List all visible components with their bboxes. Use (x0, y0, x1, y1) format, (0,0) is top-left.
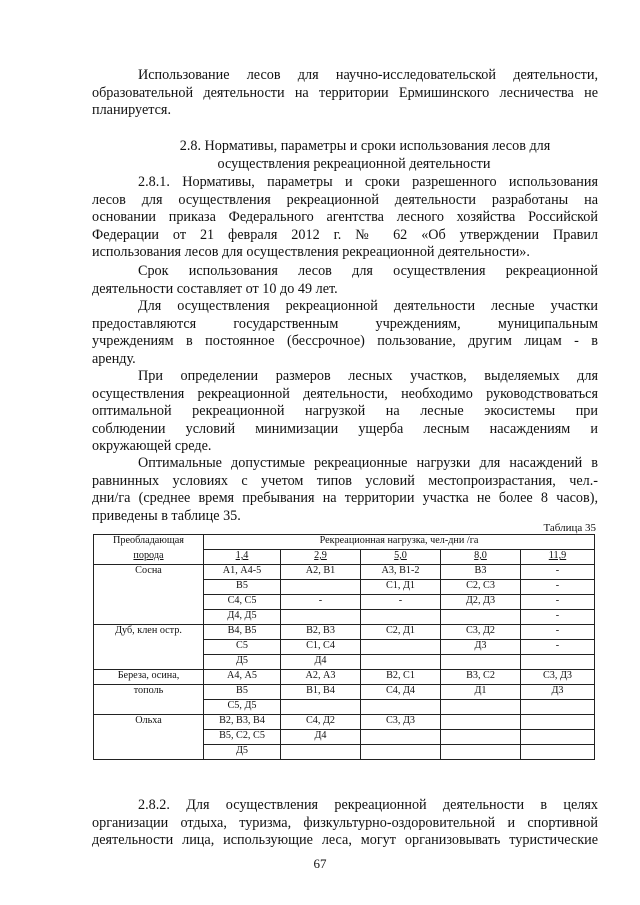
type-cell: С4, Д2 (281, 715, 361, 730)
type-cell: А2, А3 (281, 670, 361, 685)
type-cell: В5 (204, 685, 281, 700)
text-line: Срок использования лесов для осуществления рекреационной (138, 263, 598, 279)
species-cell (94, 595, 204, 610)
type-cell: Д5 (204, 745, 281, 760)
species-cell (94, 745, 204, 760)
text-line: окружающей среде. (92, 438, 212, 455)
heading-line: осуществления рекреационной деятельности (217, 155, 491, 172)
paragraph-intro (92, 67, 598, 120)
type-cell: А2, В1 (281, 565, 361, 580)
text-line: осуществления рекреационной деятельности, необходимо руководствоваться (92, 385, 598, 402)
species-cell: Ольха (94, 715, 204, 730)
type-cell (281, 745, 361, 760)
text-line: оптимальной рекреационной нагрузкой на лесные экосистемы при (92, 403, 598, 420)
table-row (94, 730, 595, 745)
text-line: учреждениям в постоянное (бессрочное) пользование, другим лицам - в (92, 333, 598, 350)
type-cell: С2, С3 (441, 580, 521, 595)
text-line: деятельности лица, использующие леса, могут организовывать туристические (92, 832, 598, 849)
table-row (94, 610, 595, 625)
type-cell: А3, В1-2 (361, 565, 441, 580)
table-row (94, 640, 595, 655)
type-cell: С3, Д2 (441, 625, 521, 640)
species-cell: Дуб, клен остр. (94, 625, 204, 640)
header-species: Преобладающая (94, 535, 204, 550)
table-row (94, 565, 595, 580)
type-cell: В3 (441, 565, 521, 580)
section-heading (92, 138, 598, 173)
type-cell (521, 715, 595, 730)
type-cell (361, 640, 441, 655)
type-cell (361, 655, 441, 670)
type-cell (521, 730, 595, 745)
type-cell (281, 700, 361, 715)
type-cell: - (361, 595, 441, 610)
text-line: предоставляются государственным учреждениям, муниципальным (92, 315, 598, 332)
header-species-2: порода (94, 550, 204, 565)
type-cell: В2, В3, В4 (204, 715, 281, 730)
type-cell: С5, Д5 (204, 700, 281, 715)
header-load: Рекреационная нагрузка, чел-дни /га (204, 535, 595, 550)
type-cell (441, 745, 521, 760)
type-cell: Д4 (281, 655, 361, 670)
type-cell: Д4, Д5 (204, 610, 281, 625)
type-cell: С4, С5 (204, 595, 281, 610)
paragraph-optimal (92, 455, 598, 525)
table-row (94, 700, 595, 715)
type-cell: С1, С4 (281, 640, 361, 655)
species-cell (94, 730, 204, 745)
load-value: 8,0 (441, 550, 521, 565)
type-cell: - (521, 640, 595, 655)
paragraph-term (92, 263, 598, 298)
text-line: деятельности составляет от 10 до 49 лет. (92, 280, 338, 297)
type-cell: В5 (204, 580, 281, 595)
type-cell: А1, А4-5 (204, 565, 281, 580)
heading-line: 2.8. Нормативы, параметры и сроки использования лесов для (179, 138, 551, 154)
paragraph-provide (92, 298, 598, 368)
type-cell (361, 730, 441, 745)
load-value: 2,9 (281, 550, 361, 565)
type-cell: С3, Д3 (521, 670, 595, 685)
text-line: 2.8.1. Нормативы, параметры и сроки разрешенного использования (138, 174, 598, 190)
type-cell: Д4 (281, 730, 361, 745)
type-cell: В4, В5 (204, 625, 281, 640)
type-cell: - (521, 610, 595, 625)
type-cell (441, 730, 521, 745)
type-cell: В3, С2 (441, 670, 521, 685)
text-line: 2.8.2. Для осуществления рекреационной деятельности в целях (138, 797, 598, 813)
type-cell (441, 655, 521, 670)
text-line: При определении размеров лесных участков, выделяемых для (138, 368, 598, 384)
type-cell: - (521, 595, 595, 610)
table-body (94, 565, 595, 760)
text-line: организации отдыха, туризма, физкультурно-оздоровительной и спортивной (92, 814, 598, 831)
type-cell (361, 700, 441, 715)
text-line: основании приказа Федерального агентства лесного хозяйства Российской (92, 209, 598, 226)
load-value: 1,4 (204, 550, 281, 565)
table-header-row (94, 535, 595, 550)
table-row (94, 670, 595, 685)
table-header-row (94, 550, 595, 565)
recreation-load-table (93, 534, 595, 760)
text-line: образовательной деятельности на территории Ермишинского лесничества не (92, 84, 598, 101)
table-row (94, 715, 595, 730)
type-cell: С3, Д3 (361, 715, 441, 730)
type-cell: А4, А5 (204, 670, 281, 685)
type-cell (521, 745, 595, 760)
type-cell: Д5 (204, 655, 281, 670)
text-line: равнинных условиях с учетом типов условий местопроизрастания, чел.- (92, 472, 598, 489)
species-cell (94, 640, 204, 655)
table-row (94, 625, 595, 640)
species-cell (94, 580, 204, 595)
text-line: Использование лесов для научно-исследовательской деятельности, (138, 67, 598, 83)
type-cell: Д2, Д3 (441, 595, 521, 610)
text-line: Оптимальные допустимые рекреационные нагрузки для насаждений в (138, 455, 598, 471)
table-row (94, 655, 595, 670)
type-cell: В1, В4 (281, 685, 361, 700)
text-line: соблюдении условий минимизации ущерба лесным насаждениям и (92, 420, 598, 437)
type-cell: В2, С1 (361, 670, 441, 685)
type-cell: Д3 (441, 640, 521, 655)
text-line: приведены в таблице 35. (92, 507, 241, 524)
type-cell (361, 610, 441, 625)
type-cell (441, 610, 521, 625)
type-cell (521, 655, 595, 670)
table-row (94, 580, 595, 595)
type-cell: В5, С2, С5 (204, 730, 281, 745)
type-cell: С4, Д4 (361, 685, 441, 700)
paragraph-sizes (92, 368, 598, 456)
text-line: Федерации от 21 февраля 2012 г. № 62 «Об утверждении Правил (92, 226, 598, 243)
text-line: дни/га (среднее время пребывания на территории участка не более 8 часов), (92, 490, 598, 507)
table-row (94, 745, 595, 760)
type-cell: - (521, 580, 595, 595)
type-cell: С5 (204, 640, 281, 655)
type-cell: С2, Д1 (361, 625, 441, 640)
species-cell (94, 655, 204, 670)
type-cell: - (281, 595, 361, 610)
type-cell: Д1 (441, 685, 521, 700)
page-number: 67 (313, 856, 327, 871)
species-cell: Береза, осина, (94, 670, 204, 685)
species-cell: тополь (94, 685, 204, 700)
type-cell (441, 700, 521, 715)
paragraph-2-8-2 (92, 797, 598, 850)
species-cell: Сосна (94, 565, 204, 580)
text-line: планируется. (92, 102, 172, 119)
type-cell (281, 610, 361, 625)
type-cell: С1, Д1 (361, 580, 441, 595)
text-line: лесов для осуществления рекреационной деятельности разработаны на (92, 191, 598, 208)
type-cell (281, 580, 361, 595)
type-cell: - (521, 625, 595, 640)
type-cell (361, 745, 441, 760)
text-line: использования лесов для осуществления рекреационной деятельности». (92, 244, 530, 261)
type-cell: - (521, 565, 595, 580)
table-caption: Таблица 35 (543, 522, 596, 534)
type-cell (441, 715, 521, 730)
paragraph-2-8-1 (92, 174, 598, 262)
type-cell: Д3 (521, 685, 595, 700)
species-cell (94, 610, 204, 625)
type-cell: В2, В3 (281, 625, 361, 640)
type-cell (521, 700, 595, 715)
text-line: Для осуществления рекреационной деятельности лесные участки (138, 298, 598, 314)
load-value: 5,0 (361, 550, 441, 565)
load-value: 11,9 (521, 550, 595, 565)
text-line: аренду. (92, 350, 136, 367)
species-cell (94, 700, 204, 715)
table-row (94, 685, 595, 700)
table-row (94, 595, 595, 610)
